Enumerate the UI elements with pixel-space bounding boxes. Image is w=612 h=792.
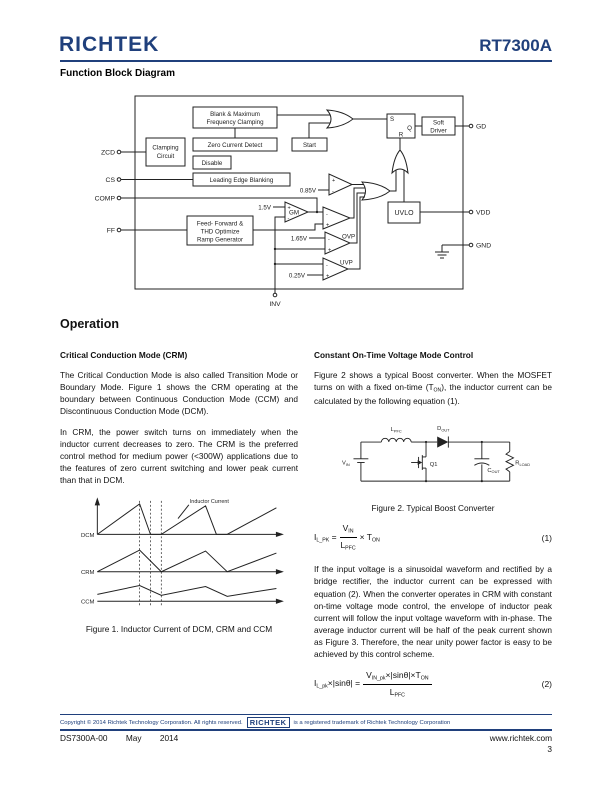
block-ramp-generator: [187, 216, 253, 245]
threshold-0v85: 0.85V: [299, 187, 316, 195]
figure2-caption: Figure 2. Typical Boost Converter: [371, 503, 495, 514]
figure2-boost-converter: [333, 416, 533, 496]
svg-text:VDD: VDD: [476, 209, 491, 217]
copyright-text: Copyright © 2014 Richtek Technology Corporation. All rights reserved.: [60, 719, 243, 726]
block-zero-current-detect: [193, 138, 277, 151]
svg-text:CS: CS: [105, 177, 115, 184]
svg-text:Zero Current Detect: Zero Current Detect: [207, 142, 263, 149]
crm-heading: Critical Conduction Mode (CRM): [60, 350, 188, 360]
block-soft-driver: [422, 117, 455, 135]
page-number: 3: [547, 744, 552, 754]
cot-paragraph-1: Figure 2 shows a typical Boost converter. When the MOSFET turns on with a fixed on-time $(T_{ON})$, the inductor current can be calculated by the following equation (1).: [314, 370, 552, 407]
svg-text:OVP: OVP: [342, 233, 356, 241]
figure2: [314, 416, 552, 514]
svg-text:Start: Start: [302, 142, 317, 149]
inductor-current-annotation: Inductor Current: [189, 499, 229, 506]
svg-text:Leading Edge Blanking: Leading Edge Blanking: [209, 177, 274, 184]
doc-year: 2014: [159, 733, 179, 743]
crm-waveform: [97, 550, 276, 572]
crm-paragraph-2: In CRM, the power switch turns on immediately when the inductor current decreases to zero. The CRM is the preferred control method for medium power (<300W) applications due to the features of zero current switching and lower peak current than that in DCM.: [60, 427, 298, 486]
left-column: [60, 349, 298, 643]
crm-label: CRM: [80, 570, 95, 577]
svg-text:Clamping: Clamping: [152, 144, 179, 152]
svg-text:ZCD: ZCD: [101, 149, 115, 157]
footer-rule-thin: [60, 714, 552, 715]
threshold-0v25: 0.25V: [288, 272, 305, 280]
doc-number-and-date: [60, 733, 178, 743]
section-title: Function Block Diagram: [60, 68, 176, 79]
svg-text:-: -: [328, 236, 330, 243]
block-leading-edge-blanking: [193, 173, 290, 186]
svg-text:UVLO: UVLO: [394, 210, 414, 217]
svg-text:FF: FF: [106, 227, 115, 235]
cot-paragraph-2: If the input voltage is a sinusoidal waveform and rectified by a bridge rectifier, the inductor current can be expressed with equation (2). When the converter operates in CRM with constant on-time voltage mode control, the envelope of inductor peak current will follow the input voltage waveform with in-phase. The average inductor current will be half of the peak current shown as Figure 3. Therefore, the near unity power factor is easy to be achieved by this control scheme.: [314, 564, 552, 659]
equation-1: $I_{L\_PK}$ = $\frac{V_{IN}}{L_{PFC}}$ × $T_{ON}$ (1): [314, 523, 552, 552]
figure1-caption: Figure 1. Inductor Current of DCM, CRM and CCM: [85, 624, 273, 635]
threshold-1v65: 1.65V: [290, 235, 307, 243]
rload-resistor: [506, 442, 530, 481]
svg-text:Blank & Maximum: Blank & Maximum: [210, 111, 260, 118]
svg-text:Driver: Driver: [430, 127, 447, 135]
svg-text:+: +: [328, 247, 332, 254]
block-disable: [193, 156, 231, 169]
svg-text:+: +: [287, 205, 291, 212]
right-column: [314, 349, 552, 710]
svg-text:Feed- Forward &: Feed- Forward &: [196, 220, 244, 228]
q1-mosfet: [411, 442, 437, 481]
dcm-label: DCM: [80, 532, 95, 539]
svg-text:GM: GM: [289, 209, 299, 217]
svg-text:Circuit: Circuit: [156, 153, 175, 160]
svg-text:Q: Q: [407, 125, 412, 132]
footer-copyright: [60, 717, 552, 728]
svg-text:COUT: $C_{OUT}$: [487, 467, 500, 475]
svg-text:S: S: [390, 116, 395, 123]
header-rule: [60, 60, 552, 62]
svg-text:+: +: [326, 273, 330, 280]
svg-text:Ramp Generator: Ramp Generator: [196, 236, 244, 244]
crm-paragraph-1: The Critical Conduction Mode is also called Transition Mode or Boundary Mode. Figure 1 shows the CRM operating at the boundary between Continuous Conduction Mode (CCM) and Discontinuous Conduction Mode (DCM).: [60, 370, 298, 417]
svg-text:COMP: COMP: [94, 195, 115, 203]
cout-capacitor: [474, 442, 500, 481]
footer-rule-thick: [60, 729, 552, 731]
part-number: RT7300A: [479, 36, 552, 55]
doc-number: DS7300A-00: [60, 733, 108, 743]
block-sr-latch: [387, 114, 415, 139]
vin-source: [342, 442, 368, 481]
operation-title: Operation: [60, 317, 120, 331]
doc-month: May: [125, 733, 142, 743]
block-start: [292, 138, 327, 151]
trademark-text: is a registered trademark of Richtek Technology Corporation: [293, 719, 451, 726]
svg-text:-: -: [332, 188, 334, 195]
svg-text:Frequency Clamping: Frequency Clamping: [206, 119, 264, 126]
threshold-1v5: 1.5V: [258, 204, 271, 212]
svg-text:-: -: [326, 211, 328, 218]
figure1-waveforms: [65, 495, 293, 617]
svg-text:LPFC: $L_{PFC}$: [390, 426, 402, 434]
svg-text:GND: GND: [476, 242, 492, 250]
svg-text:THD Optimize: THD Optimize: [200, 228, 240, 236]
dcm-waveform: [97, 504, 276, 535]
block-clamping-circuit: [146, 138, 185, 166]
svg-text:GD: GD: [476, 123, 487, 131]
svg-text:UVP: UVP: [340, 259, 353, 267]
svg-text:DOUT: $D_{OUT}$: [437, 425, 450, 433]
website-link[interactable]: www.richtek.com: [489, 733, 552, 743]
footer-row: [60, 733, 552, 743]
svg-text:R: R: [398, 131, 404, 139]
ccm-waveform: [97, 586, 276, 597]
axes: [95, 499, 282, 603]
svg-text:VIN: $V_{IN}$: [341, 460, 350, 467]
svg-text:Q1: Q1: [429, 462, 438, 469]
dout-diode: [426, 426, 482, 448]
svg-text:INV: INV: [269, 301, 281, 308]
lpfc-inductor: [361, 427, 426, 442]
svg-text:+: +: [326, 222, 330, 229]
figure1: [60, 495, 298, 635]
svg-text:-: -: [326, 262, 328, 269]
svg-text:Disable: Disable: [201, 160, 223, 167]
footer-richtek-logo: RICHTEK: [247, 717, 290, 728]
cot-heading: Constant On-Time Voltage Mode Control: [314, 350, 474, 360]
ccm-label: CCM: [80, 599, 95, 606]
equation-2: $I_{L\_pk}\times|\sin\theta|$ = $\frac{V_{IN\_pk}\times|\sin\theta|\times T_{ON}}{L_{PFC}}$ (2): [314, 669, 552, 699]
svg-text:Soft: Soft: [432, 119, 445, 127]
svg-text:-: -: [287, 216, 290, 222]
svg-text:+: +: [332, 178, 336, 184]
svg-text:RLOAD: $R_{LOAD}$: [515, 460, 531, 467]
richtek-logo: RICHTEK: [59, 33, 160, 56]
block-blank-max-freq-clamping: [193, 107, 277, 128]
function-block-diagram: [90, 90, 500, 310]
block-uvlo: [388, 202, 420, 223]
